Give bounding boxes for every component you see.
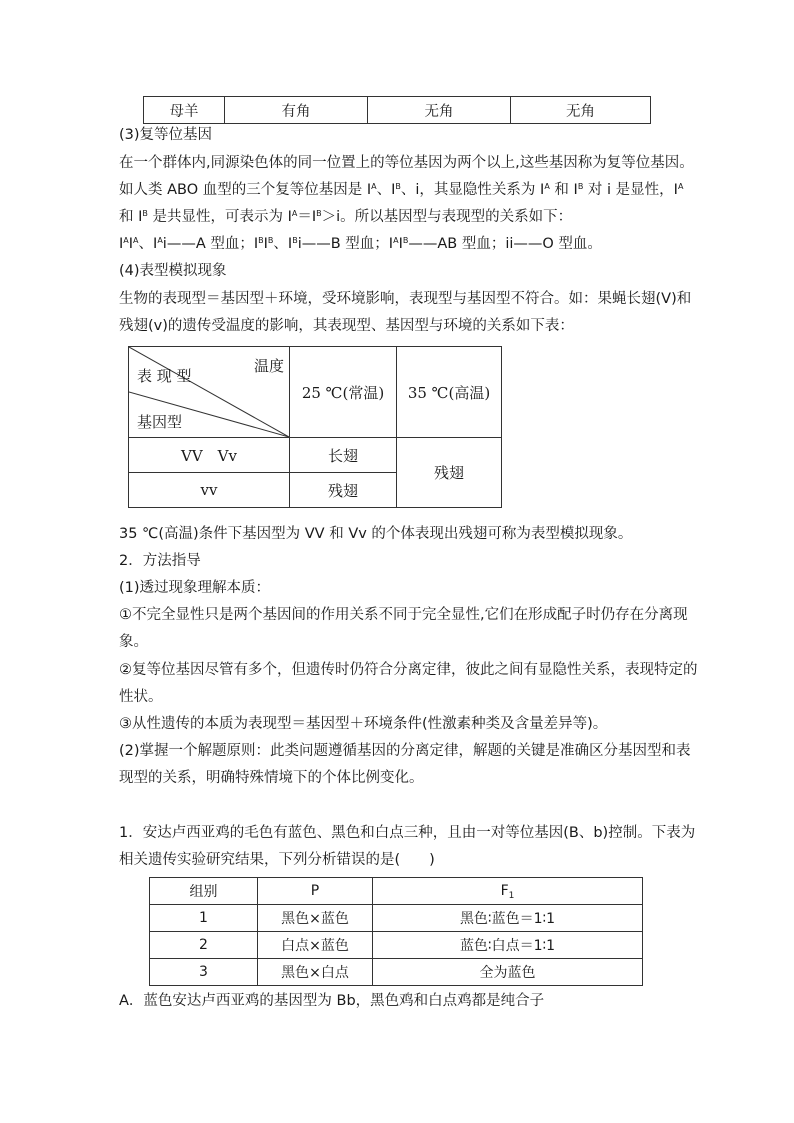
list-item: 象。 (119, 634, 148, 650)
paragraph: 如人类 ABO 血型的三个复等位基因是 $I^A$、$I^B$、i，其显隐性关系为 $I^A$ 和 $I^B$ 对 i 是显性，$I^A$ (119, 182, 684, 198)
section4-heading: (4)表型模拟现象 (119, 263, 227, 279)
table-row (129, 347, 502, 438)
section3-heading: (3)复等位基因 (119, 127, 213, 143)
table-cell: 无角 (368, 97, 511, 124)
table-cell: 无角 (511, 97, 651, 124)
temperature-table (128, 346, 502, 508)
header-temperature: 温度 (254, 357, 285, 375)
paragraph: 现型的关系，明确特殊情境下的个体比例变化。 (119, 770, 424, 786)
table-row (150, 932, 643, 959)
cross-result-table (149, 877, 643, 986)
paragraph: 和 $I^B$ 是共显性，可表示为 $I^A=I^B>i$。所以基因型与表现型的关系如下： (119, 209, 573, 225)
paragraph: 生物的表现型＝基因型＋环境，受环境影响，表现型与基因型不符合。如：果蝇长翅(V)和 (119, 291, 692, 307)
table-cell: 黑色×白点 (258, 959, 373, 986)
option-a: A．蓝色安达卢西亚鸡的基因型为 Bb，黑色鸡和白点鸡都是纯合子 (119, 993, 545, 1009)
table-cell: 白点×蓝色 (258, 932, 373, 959)
header-cell: 组别 (150, 878, 258, 905)
table-cell: 1 (150, 905, 258, 932)
list-item: ③从性遗传的本质为表现型＝基因型＋环境条件(性激素种类及含量差异等)。 (119, 716, 608, 732)
paragraph: 35 ℃(高温)条件下基因型为 VV 和 Vv 的个体表现出残翅可称为表型模拟现象。 (119, 526, 633, 542)
list-item: 性状。 (119, 689, 163, 705)
diagonal-header-cell (129, 347, 290, 438)
table-cell: 黑色∶蓝色＝1∶1 (373, 905, 643, 932)
paragraph: 残翅(v)的遗传受温度的影响，其表现型、基因型与环境的关系如下表： (119, 318, 574, 334)
table-row (150, 959, 643, 986)
header-cell: 35 ℃(高温) (397, 347, 502, 438)
method-heading: 2．方法指导 (119, 553, 201, 569)
table-cell: 3 (150, 959, 258, 986)
table-row (150, 878, 643, 905)
header-genotype: 基因型 (137, 413, 183, 431)
header-phenotype: 表 现 型 (137, 367, 192, 385)
table-cell: 母羊 (144, 97, 225, 124)
paragraph: (1)透过现象理解本质： (119, 580, 271, 596)
header-cell: 25 ℃(常温) (290, 347, 397, 438)
header-cell: P (258, 878, 373, 905)
merged-cell: 残翅 (397, 438, 502, 508)
table-cell: 2 (150, 932, 258, 959)
question-text: 1．安达卢西亚鸡的毛色有蓝色、黑色和白点三种，且由一对等位基因(B、b)控制。下表为 (119, 825, 696, 841)
table-cell: 全为蓝色 (373, 959, 643, 986)
table-cell: 有角 (225, 97, 368, 124)
paragraph: $I^AI^A$、$I^Ai——A$ 型血；$I^BI^B$、$I^Bi——B$ 型血；$I^AI^B——AB$ 型血；ii——O 型血。 (119, 236, 602, 252)
header-cell: $F_1$ (373, 878, 643, 905)
sheep-horn-table (143, 96, 651, 124)
row-label: vv (129, 473, 290, 508)
table-cell: 黑色×蓝色 (258, 905, 373, 932)
list-item: ①不完全显性只是两个基因间的作用关系不同于完全显性,它们在形成配子时仍存在分离现 (119, 607, 688, 623)
table-row (150, 905, 643, 932)
question-text: 相关遗传实验研究结果，下列分析错误的是( ) (119, 852, 435, 868)
table-row (129, 438, 502, 473)
table-cell: 残翅 (290, 473, 397, 508)
table-row (144, 97, 651, 124)
row-label: VV Vv (129, 438, 290, 473)
paragraph: 在一个群体内,同源染色体的同一位置上的等位基因为两个以上,这些基因称为复等位基因。 (119, 155, 694, 171)
table-cell: 蓝色∶白点＝1∶1 (373, 932, 643, 959)
table-cell: 长翅 (290, 438, 397, 473)
paragraph: (2)掌握一个解题原则：此类问题遵循基因的分离定律，解题的关键是准确区分基因型和表 (119, 743, 691, 759)
list-item: ②复等位基因尽管有多个，但遗传时仍符合分离定律，彼此之间有显隐性关系，表现特定的 (119, 662, 698, 678)
